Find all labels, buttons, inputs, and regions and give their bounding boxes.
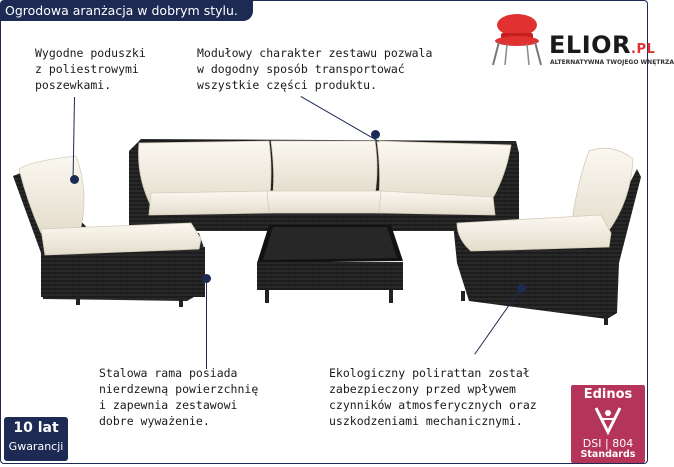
callout-line: zabezpieczony przed wpływem — [329, 382, 516, 396]
logo-tagline: ALTERNATYWNA TWOJEGO WNĘTRZA — [550, 59, 674, 66]
edinos-certificate-badge — [571, 385, 645, 463]
callout-rattan — [329, 365, 537, 429]
rattan-marker-dot — [517, 284, 526, 293]
chair-check-icon — [590, 404, 626, 436]
callout-line: w dogodny sposób transportować — [197, 62, 405, 76]
cushions-marker-dot — [70, 175, 79, 184]
certificate-brand: Edinos — [583, 387, 633, 402]
callout-modular — [197, 45, 432, 93]
frame-pointer-line — [206, 279, 207, 369]
callout-line: Modułowy charakter zestawu pozwala — [197, 46, 433, 60]
callout-frame — [99, 365, 258, 429]
warranty-badge — [4, 417, 68, 461]
callout-line: z poliestrowymi — [35, 62, 139, 76]
callout-line: czynników atmosferycznych oraz — [329, 398, 537, 412]
callout-line: uszkodzeniami mechanicznymi. — [329, 414, 523, 428]
callout-line: i zapewnia zestawowi — [99, 398, 238, 412]
callout-line: Wygodne poduszki — [35, 46, 146, 60]
frame-marker-dot — [202, 274, 211, 283]
callout-line: wszystkie części produktu. — [197, 78, 378, 92]
warranty-label: Gwarancji — [8, 440, 64, 453]
callout-line: Stalowa rama posiada — [99, 366, 238, 380]
certificate-label: Standards — [580, 449, 636, 460]
callout-line: poszewkami. — [35, 78, 112, 92]
modular-marker-dot — [371, 130, 380, 139]
certificate-code: DSI | 804 — [582, 437, 634, 450]
callout-line: Ekologiczny polirattan został — [329, 366, 530, 380]
page-title: Ogrodowa aranżacja w dobrym stylu. — [1, 1, 253, 21]
callout-line: dobre wyważenie. — [99, 414, 210, 428]
logo-wordmark: ELIOR.PL — [549, 31, 656, 59]
callout-line: nierdzewną powierzchnię — [99, 382, 259, 396]
callout-cushions — [35, 45, 146, 93]
warranty-years: 10 lat — [13, 420, 59, 436]
